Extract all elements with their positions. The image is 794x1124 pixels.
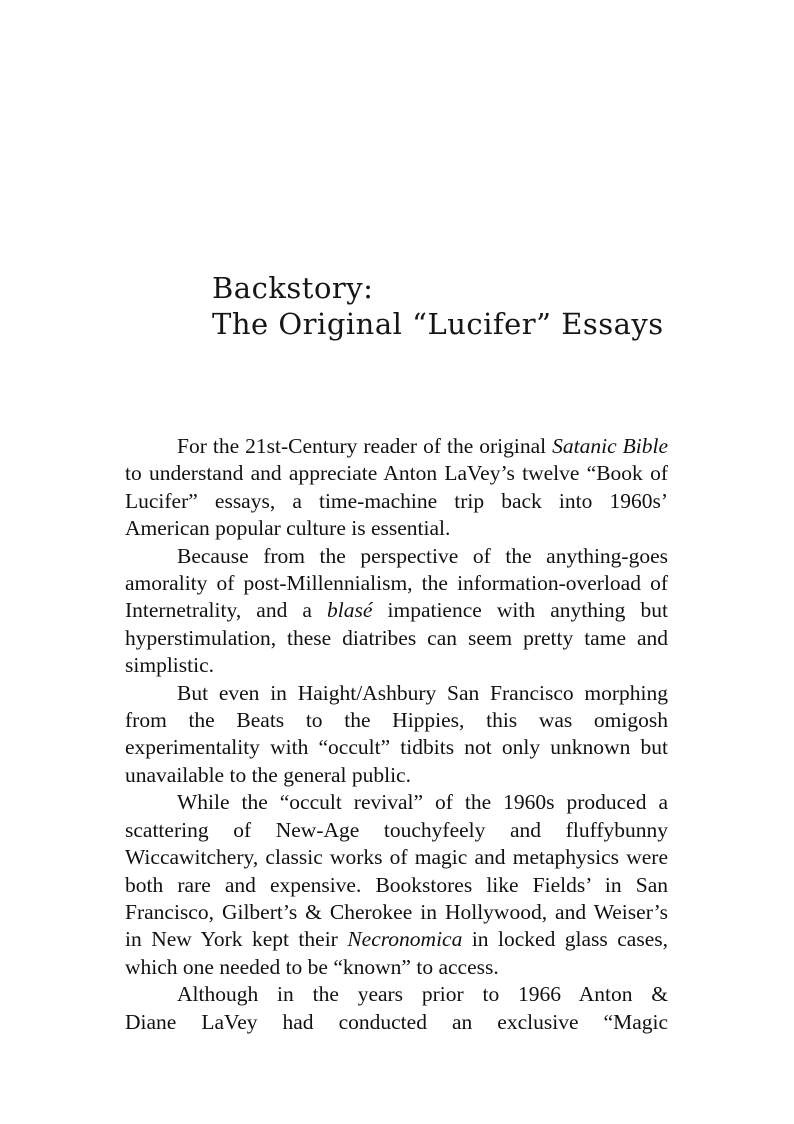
paragraph-5 — [125, 981, 668, 1036]
paragraph-2-text-b: impatience with anything but hyperstimulation, these diatribes can seem pretty tame and simplistic. — [125, 598, 668, 678]
body-text — [125, 433, 668, 1036]
paragraph-4-text-b: in locked glass cases, which one needed to be “known” to access. — [125, 927, 668, 979]
paragraph-1-text-a: For the 21st-Century reader of the original — [177, 434, 553, 458]
chapter-title-line-1: Backstory: — [212, 271, 374, 305]
paragraph-1-text-b: to understand and appreciate Anton LaVey’s twelve “Book of Lucifer” essays, a time-machine trip back into 1960s’ American popular culture is essential. — [125, 461, 668, 541]
paragraph-5-line-1: Although in the years prior to 1966 Anton & — [177, 982, 668, 1007]
paragraph-2-text-a: Because from the perspective of the anything-goes amorality of post-Millennialism, the information-overload of Internetrality, and a — [125, 543, 668, 623]
paragraph-4-text-a: While the “occult revival” of the 1960s produced a scattering of New-Age touchyfeely and fluffybunny Wiccawitchery, classic works of magic and metaphysics were both rare and expensive. Bookstores like Fields’ in San Francisco, Gilbert’s & Cherokee in Hollywood, and Weiser’s in New York kept their — [125, 790, 668, 952]
book-title-satanic-bible: Satanic Bible — [552, 434, 668, 458]
paragraph-2 — [125, 543, 668, 680]
italic-blase: blasé — [327, 598, 373, 623]
chapter-title — [212, 270, 672, 342]
paragraph-5-line-2: Diane LaVey had conducted an exclusive “Magic — [125, 1009, 668, 1034]
paragraph-4 — [125, 789, 668, 981]
chapter-title-line-2: The Original “Lucifer” Essays — [212, 307, 664, 341]
italic-necronomica: Necronomica — [347, 927, 463, 952]
paragraph-3: But even in Haight/Ashbury San Francisco morphing from the Beats to the Hippies, this was omigosh experimentality with “occult” tidbits not only unknown but unavailable to the general public. — [125, 680, 668, 787]
paragraph-1 — [125, 433, 668, 543]
